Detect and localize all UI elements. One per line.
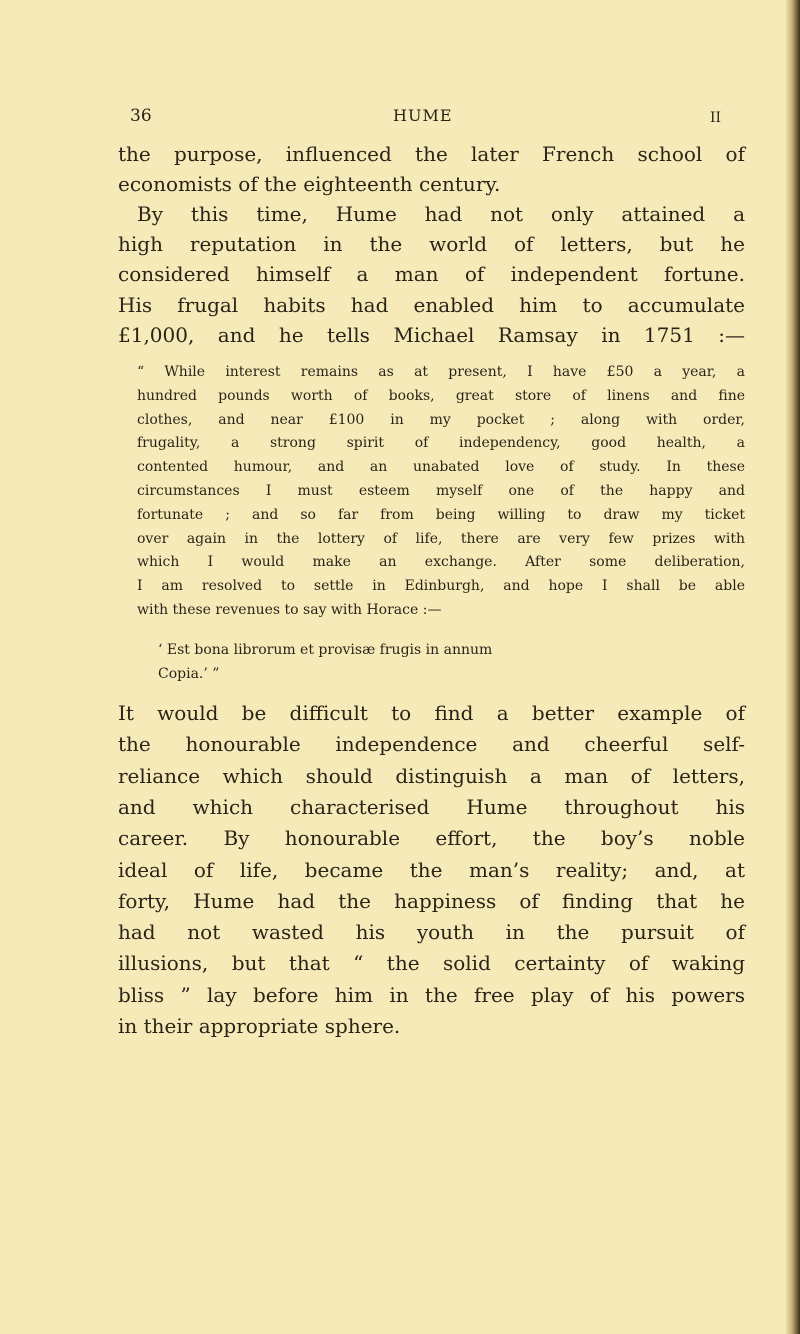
page-number: 36	[130, 106, 152, 126]
para2-line: ideal of life, became the man’s reality; and, at	[118, 857, 745, 882]
para2-line: in their appropriate sphere.	[118, 1014, 401, 1038]
para1-line: high reputation in the world of letters, but he	[118, 232, 745, 257]
quote-line: over again in the lottery of life, there are very few prizes with	[137, 530, 745, 547]
quote-line: frugality, a strong spirit of independency, good health, a	[137, 435, 745, 452]
quote-line: fortunate ; and so far from being willing to draw my ticket	[137, 506, 745, 523]
quote-line: clothes, and near £100 in my pocket ; along with order,	[137, 411, 745, 428]
quote-line: I am resolved to settle in Edinburgh, and hope I shall be able	[137, 578, 745, 595]
quote-line: circumstances I must esteem myself one of the happy and	[137, 483, 745, 499]
para1-line: His frugal habits had enabled him to accumulate	[118, 292, 745, 317]
para1-line: the purpose, influenced the later French school of	[118, 142, 745, 166]
para2-line: career. By honourable effort, the boy’s noble	[118, 826, 745, 851]
page-gutter-edge	[786, 0, 800, 1334]
quote-line: with these revenues to say with Horace :—	[137, 602, 442, 618]
latin-line: ‘ Est bona librorum et provisæ frugis in annum	[158, 642, 493, 658]
para1-line: economists of the eighteenth century.	[118, 172, 501, 197]
latin-line: Copia.’ ”	[158, 665, 220, 682]
quote-line: which I would make an exchange. After some deliberation,	[137, 554, 745, 571]
running-title: HUME	[393, 106, 453, 125]
quote-line: contented humour, and an unabated love of study. In these	[137, 459, 745, 476]
para2-line: bliss ” lay before him in the free play of his powers	[118, 982, 745, 1007]
para1-line: By this time, Hume had not only attained a	[137, 202, 745, 227]
para2-line: illusions, but that “ the solid certainty of waking	[118, 951, 745, 976]
para2-line: forty, Hume had the happiness of finding that he	[118, 888, 745, 913]
para2-line: reliance which should distinguish a man of letters,	[118, 763, 745, 788]
para2-line: and which characterised Hume throughout his	[118, 794, 745, 819]
quote-line: “ While interest remains as at present, I have £50 a year, a	[137, 364, 745, 380]
para2-line: the honourable independence and cheerful self-	[118, 732, 745, 757]
para2-line: had not wasted his youth in the pursuit of	[118, 920, 745, 945]
quote-line: hundred pounds worth of books, great store of linens and fine	[137, 387, 745, 404]
chapter-number: II	[710, 110, 722, 126]
para1-line: considered himself a man of independent fortune.	[118, 262, 745, 287]
para1-line: £1,000, and he tells Michael Ramsay in 1751 :—	[118, 322, 745, 347]
para2-line: It would be difficult to find a better example of	[118, 701, 745, 725]
